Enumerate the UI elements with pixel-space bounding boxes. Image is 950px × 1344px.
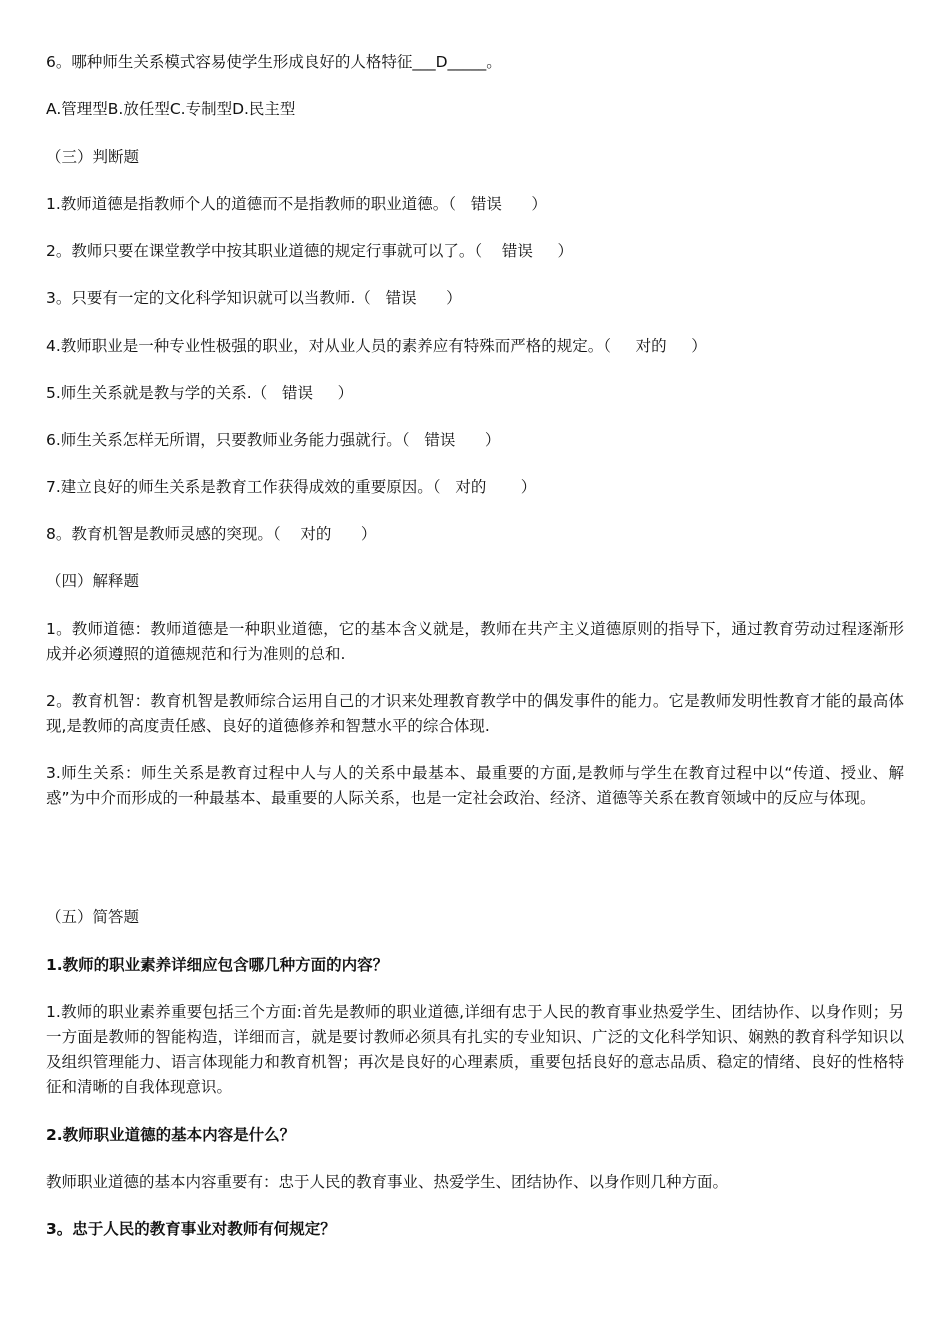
explain-item: 3.师生关系：师生关系是教育过程中人与人的关系中最基本、最重要的方面,是教师与学生在教育过程中以“传道、授业、解惑”为中介而形成的一种最基本、最重要的人际关系，也是一定社会政治、经济、道德等关系在教育领域中的反应与体现。: [46, 764, 904, 807]
judge-item: 5.师生关系就是教与学的关系.（ 错误 ）: [46, 384, 354, 402]
explain-item: 2。教育机智：教育机智是教师综合运用自己的才识来处理教育教学中的偶发事件的能力。它是教师发明性教育才能的最高体现,是教师的高度责任感、良好的道德修养和智慧水平的综合体现.: [46, 692, 904, 735]
q6-options: A.管理型B.放任型C.专制型D.民主型: [46, 100, 296, 118]
short-answer-2: 教师职业道德的基本内容重要有：忠于人民的教育事业、热爱学生、团结协作、以身作则几种方面。: [46, 1173, 729, 1191]
short-question-3: 3。忠于人民的教育事业对教师有何规定？: [46, 1220, 336, 1238]
section-heading-judgement: （三）判断题: [46, 148, 140, 166]
judge-item: 6.师生关系怎样无所谓，只要教师业务能力强就行。（ 错误 ）: [46, 431, 501, 449]
section-heading-explanation: （四）解释题: [46, 572, 140, 590]
judge-item: 3。只要有一定的文化科学知识就可以当教师.（ 错误 ）: [46, 289, 462, 307]
judge-item: 1.教师道德是指教师个人的道德而不是指教师的职业道德。（ 错误 ）: [46, 195, 547, 213]
short-answer-1: 1.教师的职业素养重要包括三个方面:首先是教师的职业道德,详细有忠于人民的教育事业热爱学生、团结协作、以身作则；另一方面是教师的智能构造，详细而言，就是要讨教师必须具有扎实的专业知识、广泛的文化科学知识、娴熟的教育科学知识以及组织管理能力、语言体现能力和教育机智；再次是良好的心理素质，重要包括良好的意志品质、稳定的情绪、良好的性格特征和清晰的自我体现意识。: [46, 1003, 904, 1096]
judge-item: 2。教师只要在课堂教学中按其职业道德的规定行事就可以了。（ 错误 ）: [46, 242, 573, 260]
judge-item: 8。教育机智是教师灵感的突现。（ 对的 ）: [46, 525, 377, 543]
judge-item: 7.建立良好的师生关系是教育工作获得成效的重要原因。（ 对的 ）: [46, 478, 537, 496]
judge-item: 4.教师职业是一种专业性极强的职业，对从业人员的素养应有特殊而严格的规定。（ 对的 ）: [46, 337, 707, 355]
q6-question: 6。哪种师生关系模式容易使学生形成良好的人格特征___D_____。: [46, 53, 502, 71]
explain-item: 1。教师道德：教师道德是一种职业道德，它的基本含义就是，教师在共产主义道德原则的指导下，通过教育劳动过程逐渐形成并必须遵照的道德规范和行为准则的总和.: [46, 620, 904, 663]
short-question-2: 2.教师职业道德的基本内容是什么？: [46, 1126, 296, 1144]
short-question-1: 1.教师的职业素养详细应包含哪几种方面的内容？: [46, 956, 389, 974]
section-heading-short-answer: （五）简答题: [46, 908, 140, 926]
